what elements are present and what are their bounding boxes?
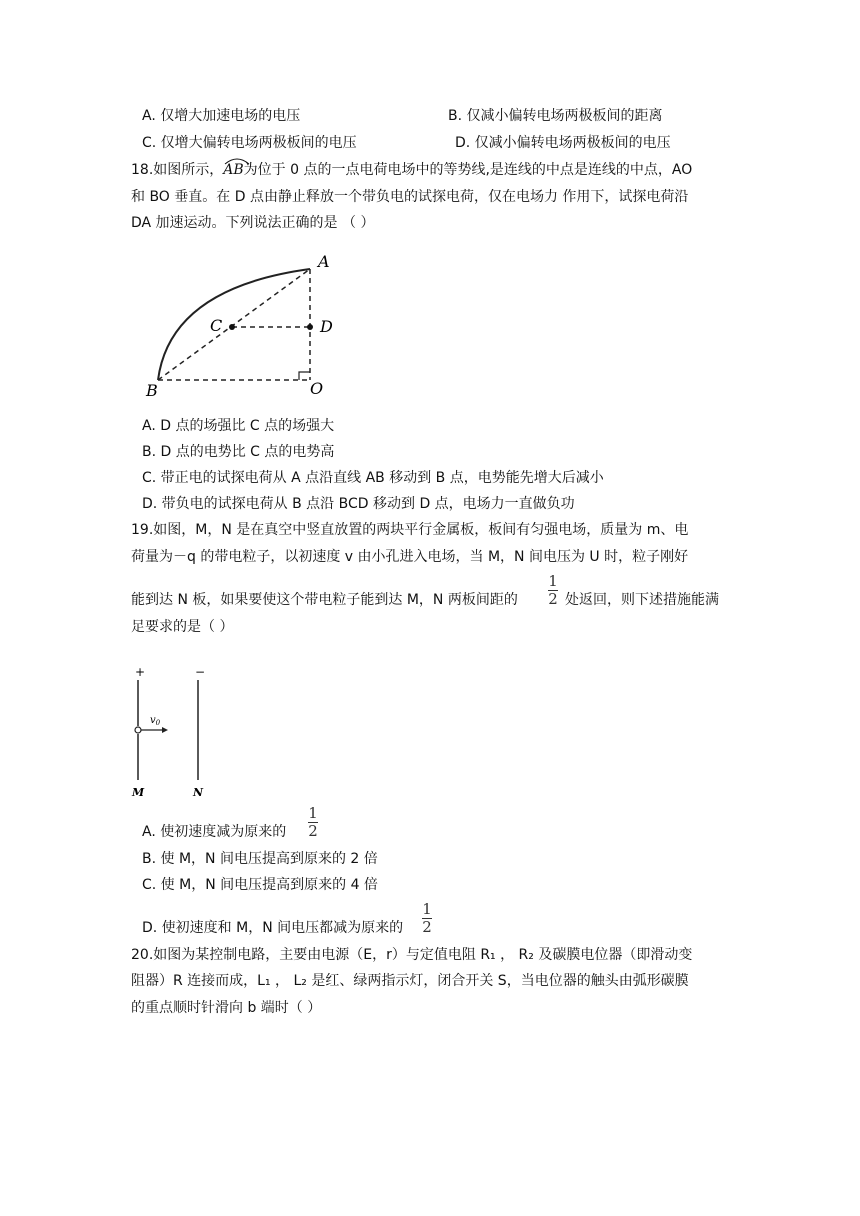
label-n: N — [193, 786, 204, 799]
option-c: C. 仅增大偏转电场两极板间的电压 — [142, 135, 357, 151]
arrow-head-icon — [162, 727, 168, 733]
plus-sign: + — [135, 665, 146, 679]
point-d — [307, 324, 313, 330]
label-a: A — [318, 252, 330, 271]
label-c: C — [210, 316, 223, 335]
question-18-line1: 18.如图所示，AB 为位于 0 点的一点电荷电场中的等势线,是连线的中点是连线的中点，AO — [131, 160, 692, 180]
question-20-line1: 20.如图为某控制电路，主要由电源（E，r）与定值电阻 R₁ ， R₂ 及碳膜电位器（即滑动变 — [131, 947, 693, 963]
minus-sign: − — [195, 665, 206, 679]
label-b: B — [146, 381, 158, 398]
q18-option-c: C. 带正电的试探电荷从 A 点沿直线 AB 移动到 B 点，电势能先增大后减小 — [142, 470, 604, 486]
right-angle-mark — [299, 372, 310, 380]
parallel-plates-figure — [128, 662, 218, 802]
q19-option-c: C. 使 M，N 间电压提高到原来的 4 倍 — [142, 877, 378, 893]
fraction-half: 1 2 — [548, 572, 558, 608]
question-19-line4: 足要求的是（ ） — [131, 619, 234, 635]
point-c — [229, 324, 235, 330]
q19-option-d: D. 使初速度和 M，N 间电压都减为原来的 — [142, 920, 404, 936]
q18-option-a: A. D 点的场强比 C 点的场强大 — [142, 418, 335, 434]
option-d: D. 仅减小偏转电场两极板间的电压 — [455, 135, 671, 151]
question-19-line1: 19.如图，M，N 是在真空中竖直放置的两块平行金属板，板间有匀强电场，质量为 m、电 — [131, 522, 689, 538]
question-19-line3b: 处返回，则下述措施能满 — [565, 592, 719, 608]
arc-symbol — [223, 157, 251, 165]
question-18-line3: DA 加速运动。下列说法正确的是 （ ） — [131, 215, 375, 231]
label-v0: $v_0$ — [150, 715, 161, 727]
question-20-line3: 的重点顺时针滑向 b 端时（ ） — [131, 1000, 322, 1016]
label-m: M — [132, 786, 145, 799]
fraction-half-option-a: 1 2 — [308, 804, 318, 840]
fraction-half-option-d: 1 2 — [422, 900, 432, 936]
label-d: D — [320, 317, 333, 336]
equipotential-figure — [140, 248, 340, 398]
arc-ab-label: AB — [223, 160, 243, 180]
option-b: B. 仅减小偏转电场两极板间的距离 — [448, 108, 663, 124]
q18-option-d: D. 带负电的试探电荷从 B 点沿 BCD 移动到 D 点，电场力一直做负功 — [142, 496, 575, 512]
question-18-line2: 和 BO 垂直。在 D 点由静止释放一个带负电的试探电荷，仅在电场力 作用下，试探电荷沿 — [131, 189, 689, 205]
q19-option-b: B. 使 M，N 间电压提高到原来的 2 倍 — [142, 851, 378, 867]
small-hole — [135, 727, 141, 733]
question-20-line2: 阻器）R 连接而成，L₁ ， L₂ 是红、绿两指示灯，闭合开关 S，当电位器的触头由弧形碳膜 — [131, 973, 689, 989]
option-a: A. 仅增大加速电场的电压 — [142, 108, 301, 124]
question-19-line3a: 能到达 N 板，如果要使这个带电粒子能到达 M，N 两板间距的 — [131, 592, 518, 608]
q18-option-b: B. D 点的电势比 C 点的电势高 — [142, 444, 335, 460]
label-o: O — [310, 379, 324, 398]
q19-option-a: A. 使初速度减为原来的 — [142, 824, 287, 840]
question-19-line2: 荷量为－q 的带电粒子，以初速度 v 由小孔进入电场，当 M，N 间电压为 U 时，粒子刚好 — [131, 549, 689, 565]
